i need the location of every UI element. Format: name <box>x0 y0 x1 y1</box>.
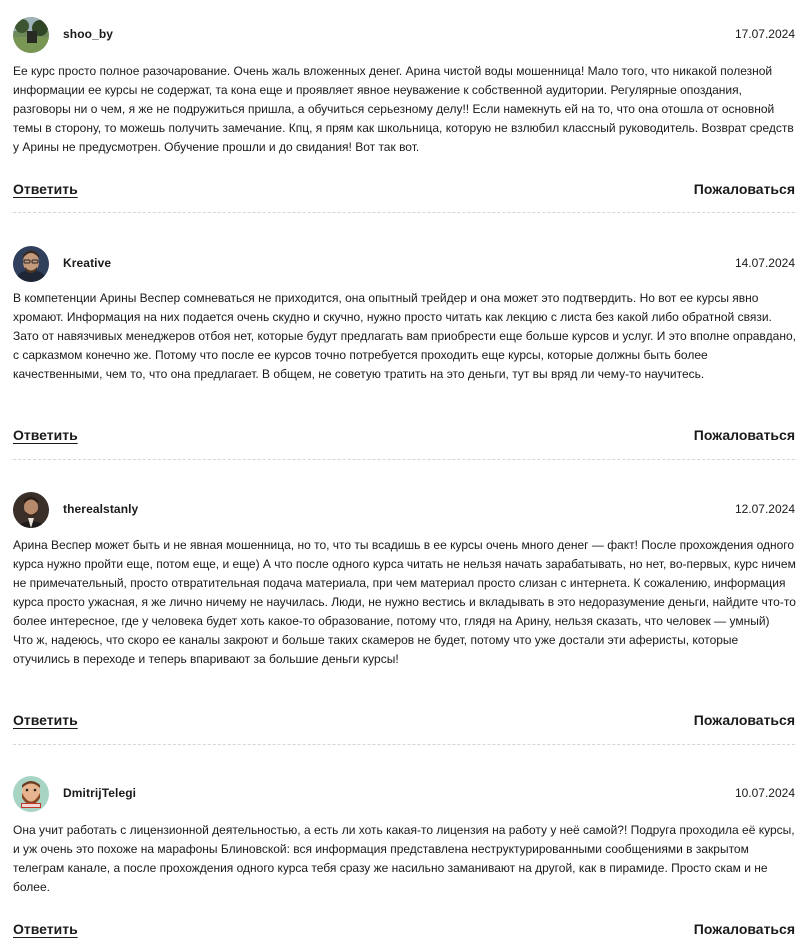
review-paragraph: Ее курс просто полное разочарование. Очень жаль вложенных денег. Арина чистой воды мошенница! Мало того, что никакой полезной информации ее курсы не содержат, та кона еще и проявляет явное неуважение к собственной аудитории. Регулярные опоздания, разговоры ни о чем, я же не подружиться пришла, а обучиться серьезному делу!! Если намекнуть ей на то, что она отошла от основной темы в сторону, то можешь получить замечание. Кпц, я прям как школьница, которую не взлюбил классный руководитель. Возврат средств у Арины не предусмотрен. Обучение прошли и до свидания! Вот так вот. <box>13 64 794 154</box>
review-paragraph: Она учит работать с лицензионной деятельностью, а есть ли хоть какая-то лицензия на работу у неё самой?! Подруга проходила её курсы, и уж очень это похоже на марафоны Блиновской: вся информация представлена неструктурированными сообщениями в закрытом телеграм канале, а после прохождения одного курса тебя сразу же насильно заманивают на другой, как в пирамиде. Просто скам и не более. <box>13 823 795 894</box>
review-date: 17.07.2024 <box>734 27 795 41</box>
complain-button[interactable]: Пожаловаться <box>693 181 795 197</box>
reply-button[interactable]: Ответить <box>13 181 78 197</box>
review-actions <box>13 921 795 941</box>
avatar-man-glasses-icon <box>13 246 49 282</box>
review-author[interactable]: DmitrijTelegi <box>63 786 137 800</box>
review-date: 14.07.2024 <box>734 256 795 270</box>
review-actions <box>13 427 795 447</box>
review-text <box>13 821 798 897</box>
review-divider <box>13 744 795 745</box>
avatar <box>13 246 49 282</box>
avatar <box>13 776 49 812</box>
avatar-cartoon-bearded-icon <box>13 776 49 812</box>
review-actions <box>13 712 795 732</box>
reply-button[interactable]: Ответить <box>13 712 78 728</box>
review-divider <box>13 212 795 213</box>
avatar-man-suit-icon <box>13 492 49 528</box>
review-header <box>13 776 795 812</box>
review-actions <box>13 181 795 201</box>
complain-button[interactable]: Пожаловаться <box>693 427 795 443</box>
review-date: 10.07.2024 <box>734 786 795 800</box>
reply-button[interactable]: Ответить <box>13 427 78 443</box>
avatar-landscape-icon <box>13 17 49 53</box>
reply-button[interactable]: Ответить <box>13 921 78 937</box>
review-text <box>13 289 798 384</box>
review-header <box>13 17 795 53</box>
review-date: 12.07.2024 <box>734 502 795 516</box>
complain-button[interactable]: Пожаловаться <box>693 921 795 937</box>
review-author[interactable]: Kreative <box>63 256 112 270</box>
review-paragraph: Что ж, надеюсь, что скоро ее каналы закроют и больше таких скамеров не будет, потому что уже достали эти аферисты, которые отучились в переходе и теперь впаривают за большие деньги курсы! <box>13 633 739 666</box>
review-header <box>13 246 795 282</box>
review-text <box>13 62 798 157</box>
avatar <box>13 17 49 53</box>
review-author[interactable]: shoo_by <box>63 27 114 41</box>
complain-button[interactable]: Пожаловаться <box>693 712 795 728</box>
avatar <box>13 492 49 528</box>
review-paragraph: В компетенции Арины Веспер сомневаться не приходится, она опытный трейдер и она может это подтвердить. Но вот ее курсы явно хромают. Информация на них подается очень скудно и скучно, нужно просто читать как лекцию с листа без какой либо обратной связи. Зато от навязчивых менеджеров отбоя нет, которые будут предлагать вам приобрести еще больше курсов и услуг. И это вполне оправдано, с сарказмом конечно же. Потому что после ее курсов точно потребуется проходить еще курсы, которые должны быть более качественными, чем то, что она предлагает. В общем, не советую тратить на это деньги, тут вы вряд ли чему-то научитесь. <box>13 291 796 381</box>
review-text <box>13 536 798 669</box>
review-paragraph: Арина Веспер может быть и не явная мошенница, но то, что ты всадишь в ее курсы очень много денег — факт! После прохождения одного курса нужно пройти еще, потом еще, и еще) А что после одного курса читать не нельзя начать зарабатывать, но нет, во-первых, курс ничем не примечательный, просто отвратительная подача материала, при чем материал просто слизан с интернета. К сожалению, информация курса просто ужасная, я же лично ничему не научилась. Люди, не нужно вестись и вкладывать в это недоразумение деньги, найдите что-то более интересное, где у человека будет хоть какое-то образование, потому что, глядя на Арину, нельзя сказать, что человек — умный) <box>13 538 796 628</box>
review-header <box>13 492 795 528</box>
review-divider <box>13 459 795 460</box>
review-author[interactable]: therealstanly <box>63 502 139 516</box>
